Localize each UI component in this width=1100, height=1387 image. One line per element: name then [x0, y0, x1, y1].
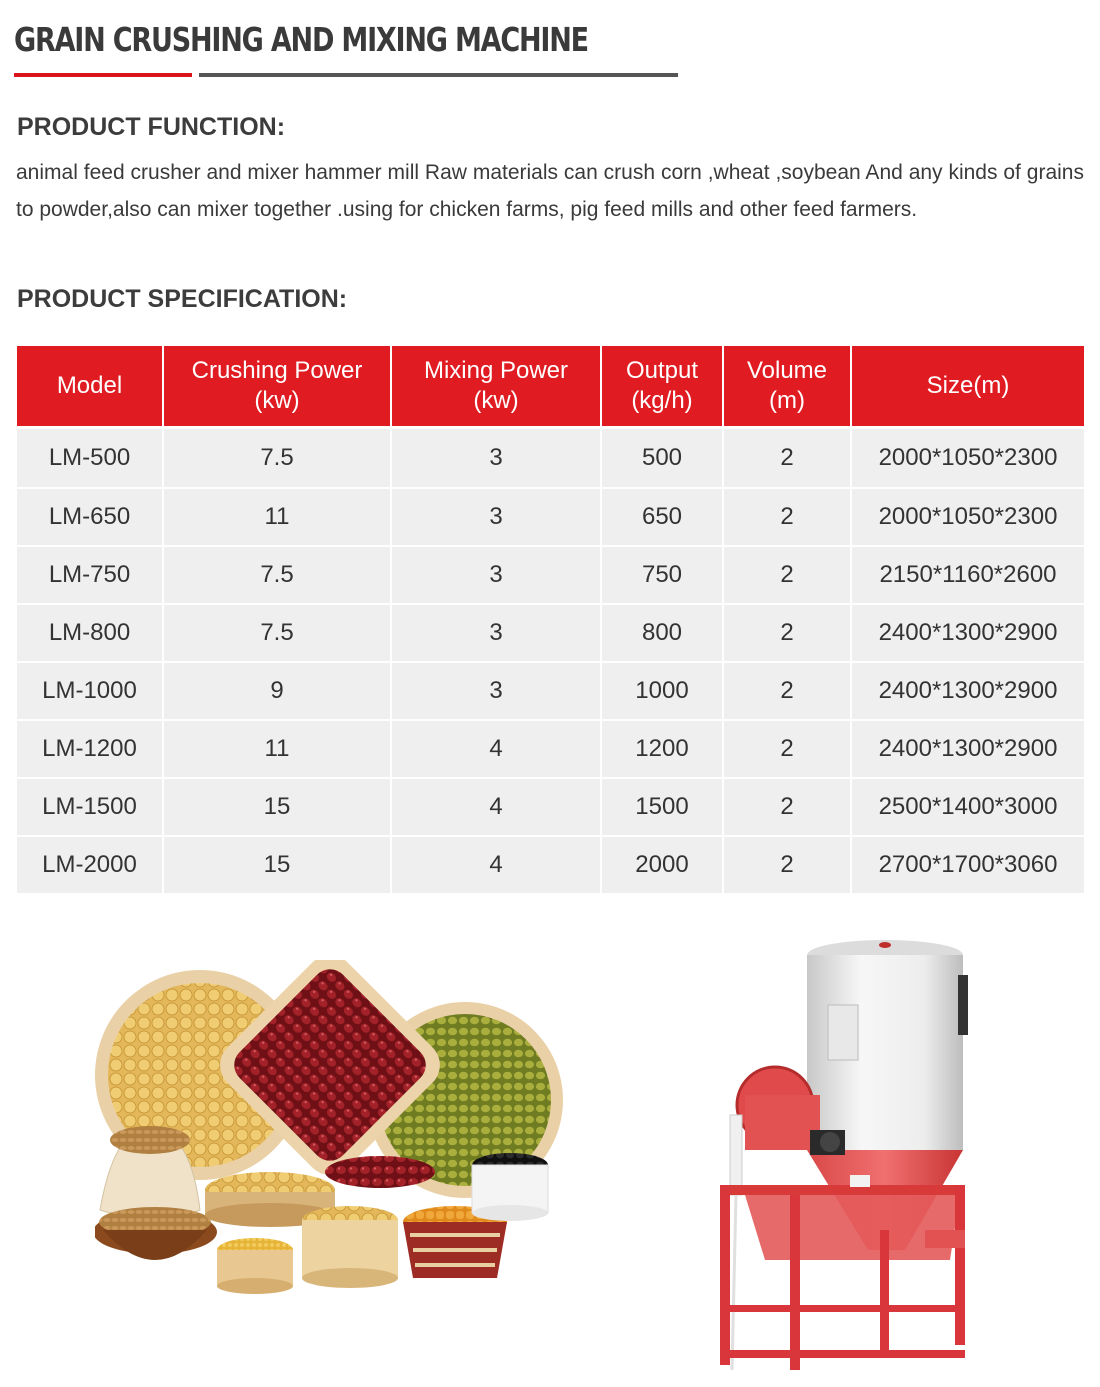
- specification-table: [17, 346, 1084, 895]
- cell-output: 1000: [601, 662, 723, 720]
- cell-mixing-power: 3: [391, 488, 601, 546]
- cell-size: 2000*1050*2300: [851, 488, 1084, 546]
- cell-crushing-power: 7.5: [163, 428, 391, 488]
- cell-output: 500: [601, 428, 723, 488]
- cell-output: 750: [601, 546, 723, 604]
- cell-volume: 2: [723, 428, 851, 488]
- table-row: [17, 604, 1084, 662]
- page-title: GRAIN CRUSHING AND MIXING MACHINE: [14, 20, 588, 59]
- cell-model: LM-800: [17, 604, 163, 662]
- cell-volume: 2: [723, 604, 851, 662]
- cell-crushing-power: 11: [163, 720, 391, 778]
- cell-volume: 2: [723, 836, 851, 894]
- cell-crushing-power: 11: [163, 488, 391, 546]
- cell-size: 2400*1300*2900: [851, 604, 1084, 662]
- cell-volume: 2: [723, 662, 851, 720]
- cell-model: LM-1000: [17, 662, 163, 720]
- table-row: [17, 836, 1084, 894]
- cell-mixing-power: 3: [391, 428, 601, 488]
- cell-crushing-power: 15: [163, 836, 391, 894]
- cell-model: LM-1200: [17, 720, 163, 778]
- cell-size: 2400*1300*2900: [851, 720, 1084, 778]
- cell-volume: 2: [723, 546, 851, 604]
- cell-size: 2400*1300*2900: [851, 662, 1084, 720]
- cell-crushing-power: 15: [163, 778, 391, 836]
- column-header-size: Size(m): [851, 346, 1084, 428]
- cell-mixing-power: 3: [391, 604, 601, 662]
- cell-mixing-power: 4: [391, 836, 601, 894]
- cell-model: LM-650: [17, 488, 163, 546]
- cell-model: LM-2000: [17, 836, 163, 894]
- cell-mixing-power: 3: [391, 662, 601, 720]
- column-header-model: Model: [17, 346, 163, 428]
- function-heading: PRODUCT FUNCTION:: [17, 113, 286, 141]
- grains-image: [95, 960, 565, 1300]
- cell-mixing-power: 3: [391, 546, 601, 604]
- cell-output: 800: [601, 604, 723, 662]
- table-row: [17, 546, 1084, 604]
- function-description: animal feed crusher and mixer hammer mill Raw materials can crush corn ,wheat ,soybean And any kinds of grains to powder,also can mixer together .using for chicken farms, pig feed mills and other feed farmers.: [16, 161, 1084, 221]
- cell-crushing-power: 9: [163, 662, 391, 720]
- title-underline-gray: [199, 73, 678, 77]
- cell-volume: 2: [723, 778, 851, 836]
- cell-volume: 2: [723, 488, 851, 546]
- cell-output: 2000: [601, 836, 723, 894]
- column-header-output: Output (kg/h): [601, 346, 723, 428]
- cell-mixing-power: 4: [391, 720, 601, 778]
- table-row: [17, 488, 1084, 546]
- column-header-mixing-power: Mixing Power (kw): [391, 346, 601, 428]
- cell-crushing-power: 7.5: [163, 546, 391, 604]
- table-row: [17, 428, 1084, 488]
- cell-output: 1200: [601, 720, 723, 778]
- table-header-row: [17, 346, 1084, 428]
- cell-crushing-power: 7.5: [163, 604, 391, 662]
- cell-size: 2700*1700*3060: [851, 836, 1084, 894]
- table-row: [17, 778, 1084, 836]
- cell-size: 2150*1160*2600: [851, 546, 1084, 604]
- specification-heading: PRODUCT SPECIFICATION:: [17, 285, 348, 313]
- cell-output: 650: [601, 488, 723, 546]
- cell-model: LM-1500: [17, 778, 163, 836]
- table-row: [17, 662, 1084, 720]
- cell-size: 2500*1400*3000: [851, 778, 1084, 836]
- column-header-volume: Volume (m): [723, 346, 851, 428]
- cell-mixing-power: 4: [391, 778, 601, 836]
- machine-image: [690, 930, 990, 1375]
- cell-model: LM-500: [17, 428, 163, 488]
- title-underline-red: [14, 73, 192, 77]
- cell-volume: 2: [723, 720, 851, 778]
- column-header-crushing-power: Crushing Power (kw): [163, 346, 391, 428]
- cell-size: 2000*1050*2300: [851, 428, 1084, 488]
- cell-model: LM-750: [17, 546, 163, 604]
- table-row: [17, 720, 1084, 778]
- cell-output: 1500: [601, 778, 723, 836]
